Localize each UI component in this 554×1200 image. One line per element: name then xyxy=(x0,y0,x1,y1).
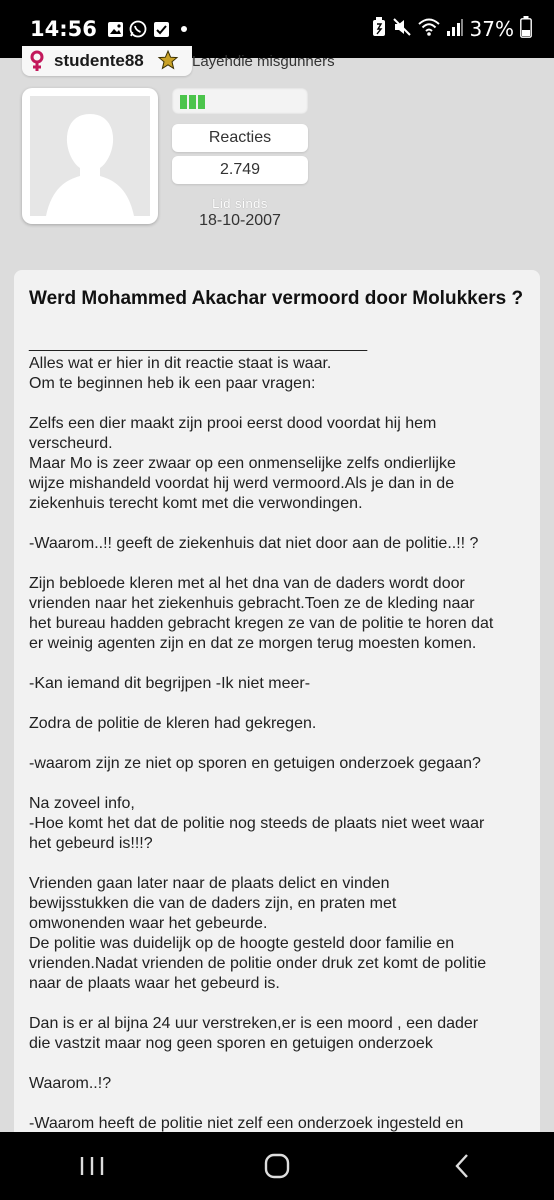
level-segment xyxy=(180,95,187,109)
level-segment xyxy=(189,95,196,109)
level-fill xyxy=(180,95,205,109)
user-level-bar xyxy=(172,88,308,114)
post-line xyxy=(29,854,526,874)
battery-percent: 37% xyxy=(469,17,514,41)
post-line: Zodra de politie de kleren had gekregen. xyxy=(29,715,317,732)
female-gender-icon xyxy=(28,50,46,72)
post-line xyxy=(29,774,526,794)
post-line xyxy=(29,994,526,1014)
status-right xyxy=(372,16,532,43)
post-line xyxy=(29,554,526,574)
post-title: Werd Mohammed Akachar vermoord door Molukkers ? xyxy=(29,288,524,309)
dot-icon xyxy=(176,21,193,38)
recent-apps-icon[interactable] xyxy=(72,1146,112,1186)
level-segment xyxy=(198,95,205,109)
post-line: Vrienden gaan later naar de plaats delict en vinden xyxy=(29,875,390,892)
post-body xyxy=(29,334,526,1154)
post-line: Om te beginnen heb ik een paar vragen: xyxy=(29,375,316,392)
post-line: -waarom zijn ze niet op sporen en getuigen onderzoek gegaan? xyxy=(29,755,481,772)
post-line: -Hoe komt het dat de politie nog steeds de plaats niet weet waar xyxy=(29,815,485,832)
post-line: bewijsstukken die van de daders zijn, en praten met xyxy=(29,895,397,912)
post-line: De politie was duidelijk op de hoogte gesteld door familie en xyxy=(29,935,455,952)
user-group: Layehdie misgunners xyxy=(192,53,335,70)
signal-icon xyxy=(446,17,464,42)
battery-icon xyxy=(520,16,532,43)
post-line: het gebeurd is!!!? xyxy=(29,835,153,852)
back-icon[interactable] xyxy=(442,1146,482,1186)
post-line: omwonenden waar het gebeurde. xyxy=(29,915,268,932)
post-line: ziekenhuis terecht komt met die verwondingen. xyxy=(29,495,363,512)
post-line xyxy=(29,734,526,754)
post-line: Zelfs een dier maakt zijn prooi eerst dood voordat hij hem xyxy=(29,415,437,432)
post-line: Zijn bebloede kleren met al het dna van de daders wordt door xyxy=(29,575,465,592)
post-line: Alles wat er hier in dit reactie staat is waar. xyxy=(29,355,332,372)
post-line: -Waarom..!! geeft de ziekenhuis dat niet door aan de politie..!! ? xyxy=(29,535,479,552)
post-line: er weinig agenten zijn en dat ze morgen terug moesten komen. xyxy=(29,635,477,652)
member-since-label: Lid sinds xyxy=(212,196,268,211)
posts-count: 2.749 xyxy=(172,156,308,184)
post-line: het bureau hadden gebracht kregen ze van de politie te horen dat xyxy=(29,615,494,632)
post-line: Na zoveel info, xyxy=(29,795,135,812)
post-line xyxy=(29,654,526,674)
post-line: -Kan iemand dit begrijpen -Ik niet meer- xyxy=(29,675,311,692)
post-line: verscheurd. xyxy=(29,435,113,452)
battery-saver-icon xyxy=(372,17,386,42)
post-content xyxy=(14,270,540,1170)
star-icon xyxy=(158,50,178,70)
forum-page xyxy=(0,46,554,1132)
post-line: vrienden.Nadat vrienden de politie onder druk zet komt de politie xyxy=(29,955,487,972)
post-line: Dan is er al bijna 24 uur verstreken,er is een moord , een dader xyxy=(29,1015,479,1032)
default-avatar-icon xyxy=(30,96,150,216)
whatsapp-icon xyxy=(130,21,147,38)
post-line xyxy=(29,694,526,714)
post-line: die vastzit maar nog geen sporen en getuigen onderzoek xyxy=(29,1035,433,1052)
post-line: wijze mishandeld voordat hij werd vermoord.Als je dan in de xyxy=(29,475,455,492)
post-line: vrienden naar het ziekenhuis gebracht.Toen ze de kleding naar xyxy=(29,595,475,612)
post-line xyxy=(29,1054,526,1074)
checkbox-icon xyxy=(153,21,170,38)
post-line: naar de plaats waar het gebeurd is. xyxy=(29,975,280,992)
post-line: Maar Mo is zeer zwaar op een onmenselijke zelfs ondierlijke xyxy=(29,455,456,472)
post-line xyxy=(29,394,526,414)
home-icon[interactable] xyxy=(257,1146,297,1186)
gallery-icon xyxy=(107,21,124,38)
wifi-icon xyxy=(418,17,440,42)
post-line xyxy=(29,514,526,534)
post-line: ______________________________________ xyxy=(29,335,368,352)
posts-label: Reacties xyxy=(172,124,308,152)
post-line: -Waarom heeft de politie niet zelf een onderzoek ingesteld en xyxy=(29,1115,464,1132)
username-link[interactable]: studente88 xyxy=(54,51,144,70)
navigation-bar xyxy=(0,1132,554,1200)
member-since-date: 18-10-2007 xyxy=(199,212,281,229)
avatar[interactable] xyxy=(22,88,158,224)
post-line: Waarom..!? xyxy=(29,1075,112,1092)
status-time: 14:56 xyxy=(30,17,97,41)
post-line xyxy=(29,1094,526,1114)
mute-icon xyxy=(392,17,412,42)
